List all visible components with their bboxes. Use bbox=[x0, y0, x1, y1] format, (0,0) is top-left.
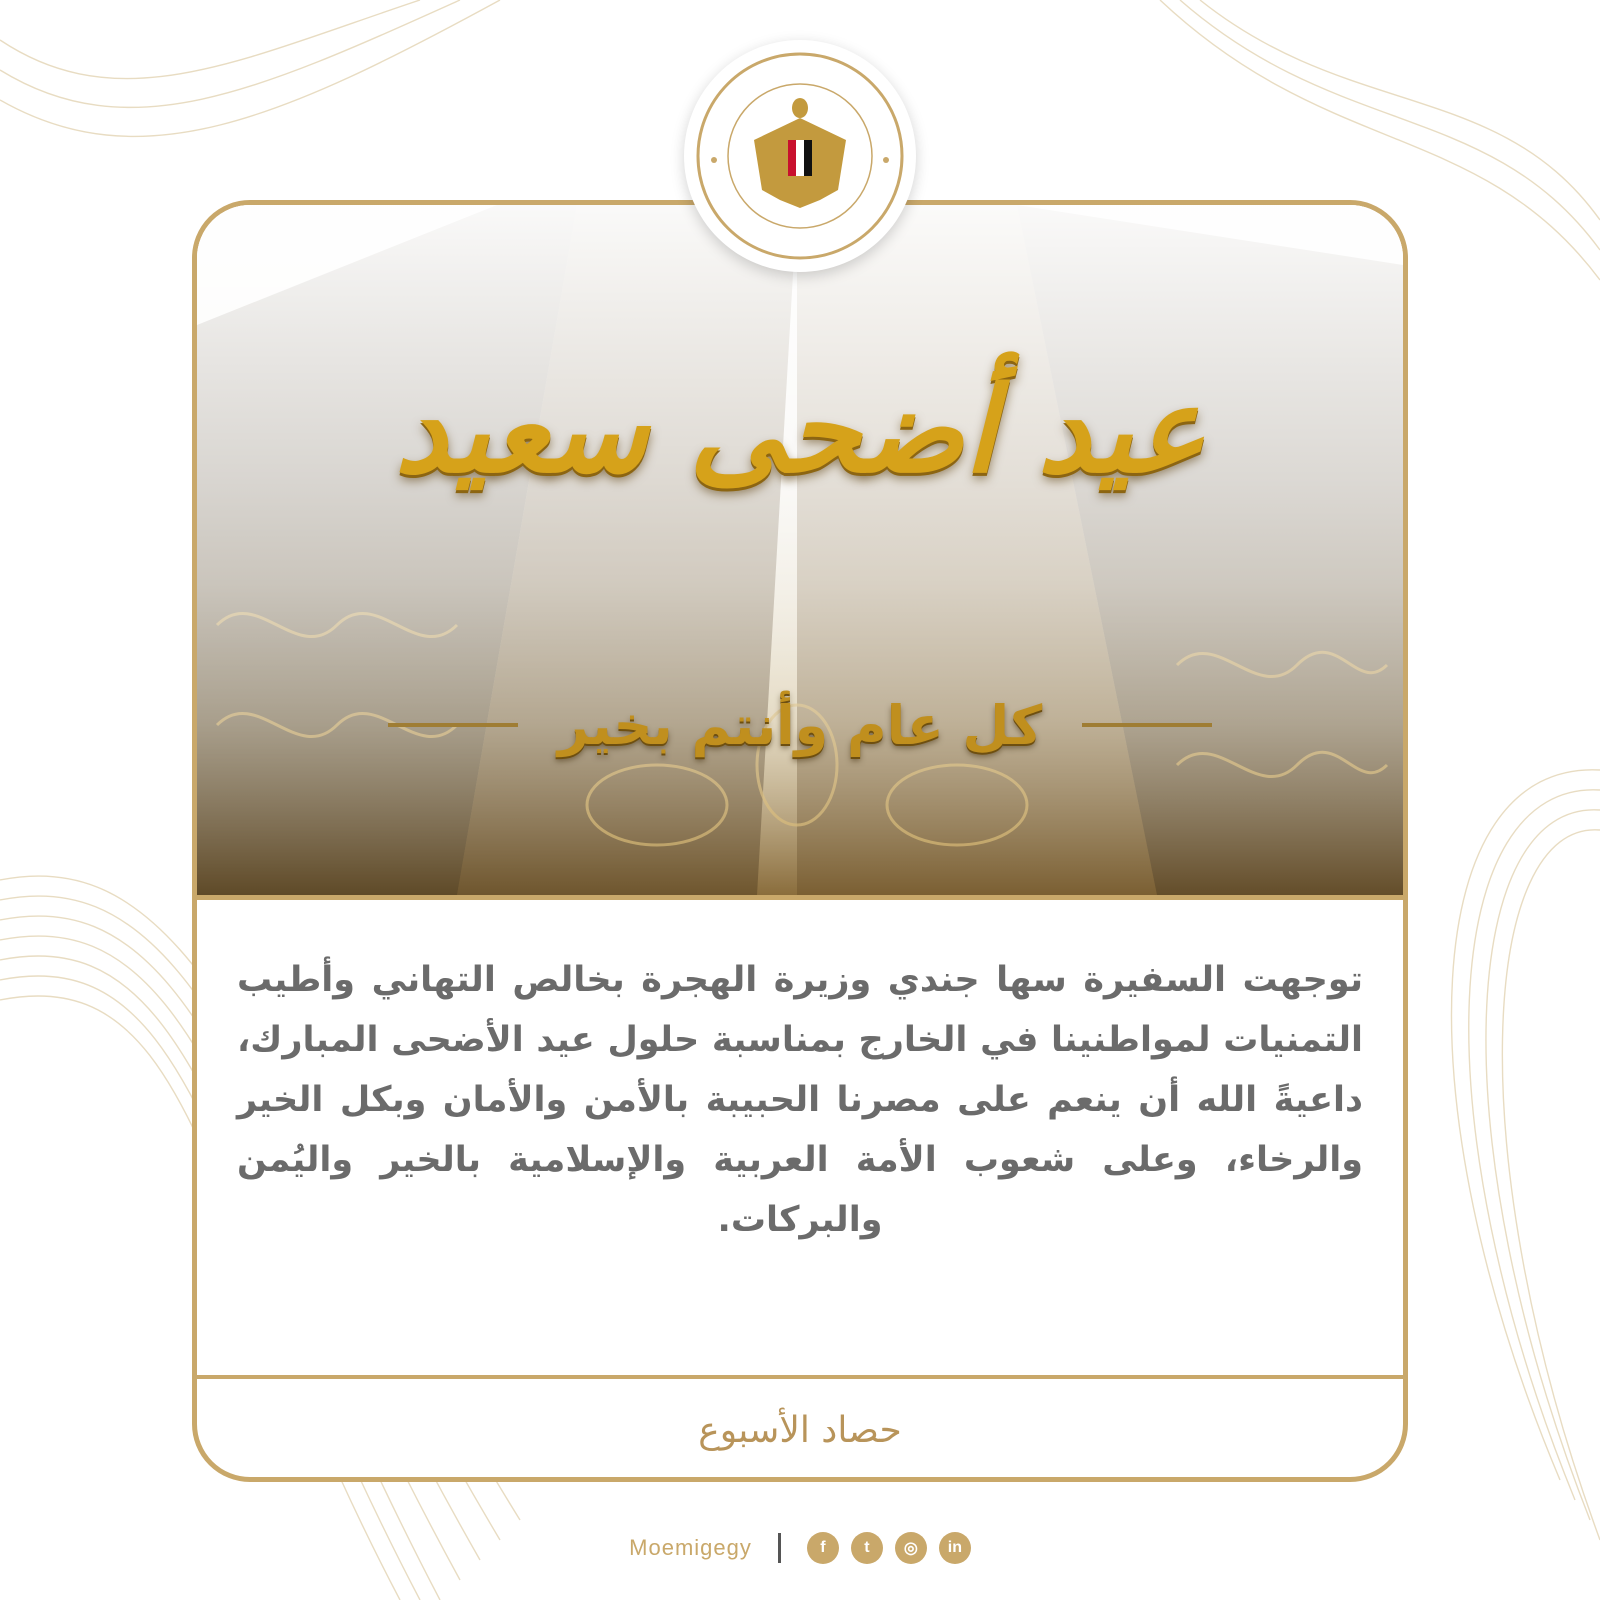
subtitle-row bbox=[197, 690, 1403, 760]
greeting-card bbox=[192, 200, 1408, 1482]
social-icons bbox=[807, 1532, 971, 1564]
twitter-icon[interactable]: t bbox=[851, 1532, 883, 1564]
facebook-icon[interactable]: f bbox=[807, 1532, 839, 1564]
message-body: توجهت السفيرة سها جندي وزيرة الهجرة بخالص التهاني وأطيب التمنيات لمواطنينا في الخارج بمناسبة حلول عيد الأضحى المبارك، داعيةً الله أن ينعم على مصرنا الحبيبة بالأمن والأمان وبكل الخير والرخاء، وعلى شعوب الأمة العربية والإسلامية بالخير واليُمن والبركات. bbox=[237, 960, 1363, 1240]
subtitle-line-right bbox=[388, 723, 518, 727]
ministry-logo bbox=[684, 40, 916, 272]
eid-subtitle: كل عام وأنتم بخير bbox=[557, 693, 1043, 757]
social-handle[interactable]: Moemigegy bbox=[629, 1535, 752, 1560]
footer bbox=[0, 1518, 1600, 1578]
eid-greeting-title: عيد أضحى سعيد bbox=[394, 360, 1206, 499]
hero-divider bbox=[197, 895, 1403, 900]
instagram-icon[interactable]: ◎ bbox=[895, 1532, 927, 1564]
section-label: حصاد الأسبوع bbox=[698, 1410, 902, 1451]
footer-separator bbox=[778, 1533, 781, 1563]
kiswa-pattern-image bbox=[197, 205, 1403, 895]
ministry-seal-icon bbox=[684, 40, 916, 272]
hero-banner bbox=[197, 205, 1403, 895]
footer-divider bbox=[197, 1375, 1403, 1379]
linkedin-icon[interactable]: in bbox=[939, 1532, 971, 1564]
subtitle-line-left bbox=[1082, 723, 1212, 727]
